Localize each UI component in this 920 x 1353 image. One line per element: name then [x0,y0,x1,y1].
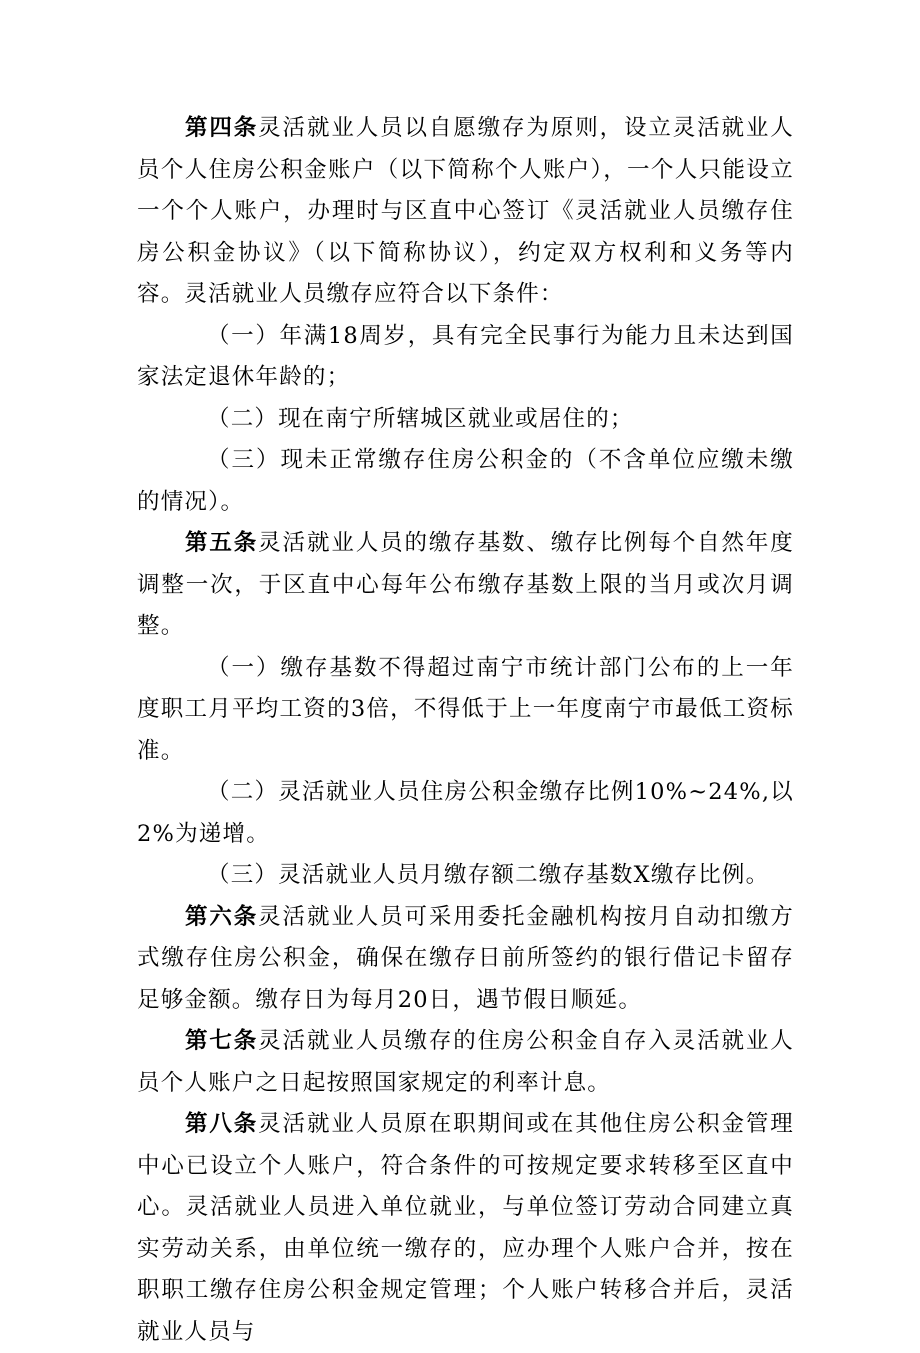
article-5 [137,523,794,648]
article-5-item-1: （一）缴存基数不得超过南宁市统计部门公布的上一年度职工月平均工资的3倍，不得低于上一年度南宁市最低工资标准。 [137,654,794,764]
article-heading: 第五条 [185,530,259,556]
article-4-item-2: （二）现在南宁所辖城区就业或居住的； [207,405,634,432]
article-5-item-3: （三）灵活就业人员月缴存额二缴存基数X缴存比例。 [207,862,770,888]
article-body: 灵活就业人员的缴存基数、缴存比例每个自然年度调整一次，于区直中心每年公布缴存基数上限的当月或次月调整。 [137,530,794,639]
article-heading: 第七条 [185,1028,259,1054]
article-body: 灵活就业人员缴存的住房公积金自存入灵活就业人员个人账户之日起按照国家规定的利率计息。 [137,1028,794,1096]
article-4-item-3: （三）现未正常缴存住房公积金的（不含单位应缴未缴的情况）。 [137,447,794,515]
article-4 [137,108,794,316]
article-heading: 第四条 [185,115,259,141]
article-8 [137,1104,794,1353]
article-4-item-1: （一）年满18周岁，具有完全民事行为能力且未达到国家法定退休年龄的； [137,322,794,390]
article-7 [137,1021,794,1104]
article-heading: 第八条 [185,1111,259,1137]
article-body: 灵活就业人员以自愿缴存为原则，设立灵活就业人员个人住房公积金账户（以下简称个人账户），一个人只能设立一个个人账户，办理时与区直中心签订《灵活就业人员缴存住房公积金协议》（以下简称协议），约定双方权利和义务等内容。灵活就业人员缴存应符合以下条件： [137,115,794,307]
article-heading: 第六条 [185,903,259,930]
article-5-item-2: （二）灵活就业人员住房公积金缴存比例10%~24%,以2%为递增。 [137,779,794,847]
article-body: 灵活就业人员原在职期间或在其他住房公积金管理中心已设立个人账户，符合条件的可按规定要求转移至区直中心。灵活就业人员进入单位就业，与单位签订劳动合同建立真实劳动关系，由单位统一缴存的，应办理个人账户合并，按在职职工缴存住房公积金规定管理；个人账户转移合并后，灵活就业人员与 [137,1111,794,1345]
article-6 [137,897,794,1022]
article-body: 灵活就业人员可采用委托金融机构按月自动扣缴方式缴存住房公积金，确保在缴存日前所签约的银行借记卡留存足够金额。缴存日为每月20日，遇节假日顺延。 [137,903,794,1013]
